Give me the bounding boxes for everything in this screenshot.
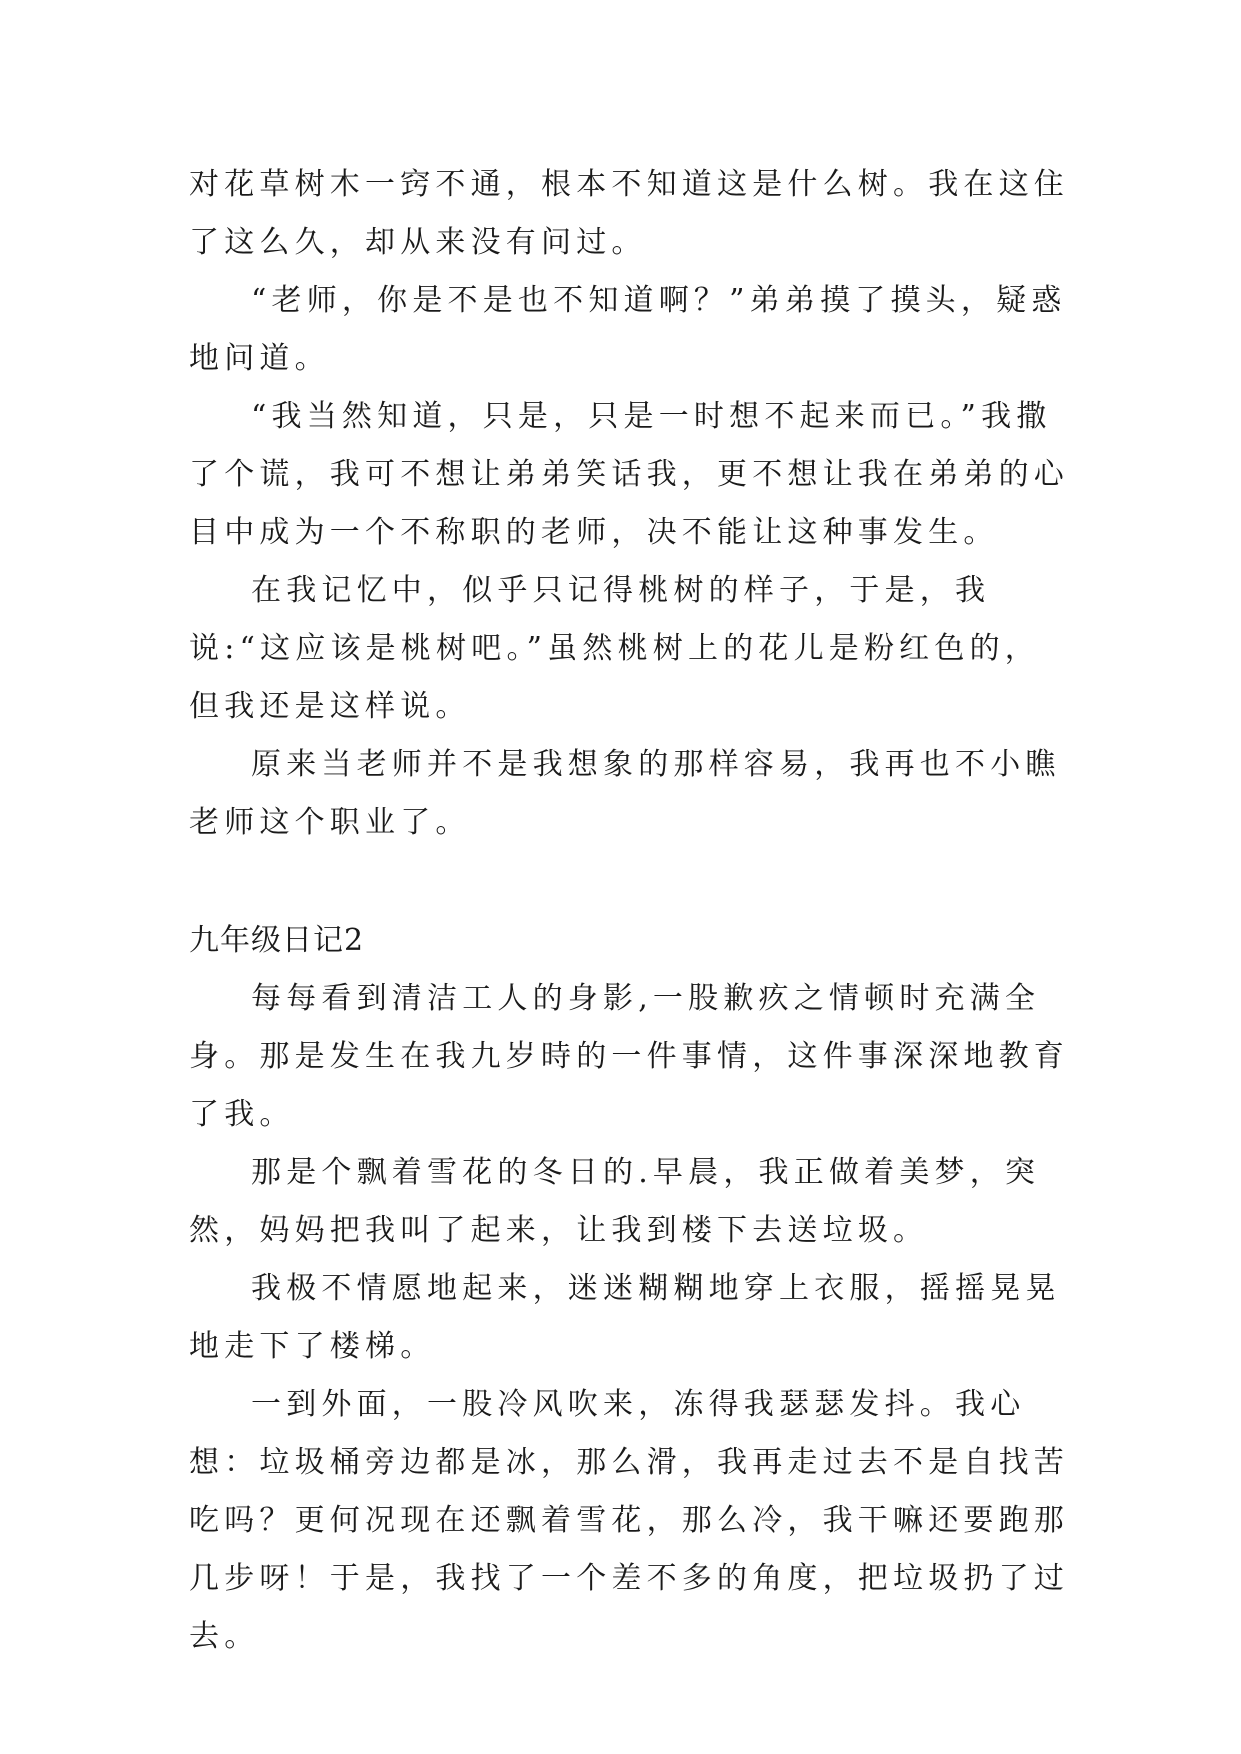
paragraph: 在我记忆中，似乎只记得桃树的样子，于是，我说:“这应该是桃树吧。”虽然桃树上的花儿是粉红色的，但我还是这样说。 [189, 573, 1040, 724]
paragraph: 原来当老师并不是我想象的那样容易，我再也不小瞧老师这个职业了。 [189, 747, 1061, 840]
diary-section-1 [189, 156, 1069, 852]
paragraph: 我极不情愿地起来，迷迷糊糊地穿上衣服，摇摇晃晃地走下了楼梯。 [189, 1271, 1061, 1364]
section-heading: 九年级日记2 [189, 923, 365, 958]
paragraph-continuation: 对花草树木一窍不通，根本不知道这是什么树。我在这住了这么久，却从来没有问过。 [189, 167, 1069, 260]
paragraph: 那是个飘着雪花的冬日的.早晨，我正做着美梦，突然，妈妈把我叫了起来，让我到楼下去送垃圾。 [189, 1155, 1041, 1248]
paragraph: 每每看到清洁工人的身影,一股歉疚之情顿时充满全身。那是发生在我九岁時的一件事情，这件事深深地教育了我。 [189, 981, 1069, 1132]
paragraph: 一到外面，一股冷风吹来，冻得我瑟瑟发抖。我心想：垃圾桶旁边都是冰，那么滑，我再走过去不是自找苦吃吗？更何况现在还飘着雪花，那么冷，我干嘛还要跑那几步呀！于是，我找了一个差不多的角度，把垃圾扔了过去。 [189, 1387, 1069, 1654]
diary-section-2 [189, 912, 1069, 1666]
paragraph: “我当然知道，只是，只是一时想不起来而已。”我撒了个谎，我可不想让弟弟笑话我，更不想让我在弟弟的心目中成为一个不称职的老师，决不能让这种事发生。 [189, 399, 1069, 550]
paragraph: “老师，你是不是也不知道啊？”弟弟摸了摸头，疑惑地问道。 [189, 283, 1067, 376]
